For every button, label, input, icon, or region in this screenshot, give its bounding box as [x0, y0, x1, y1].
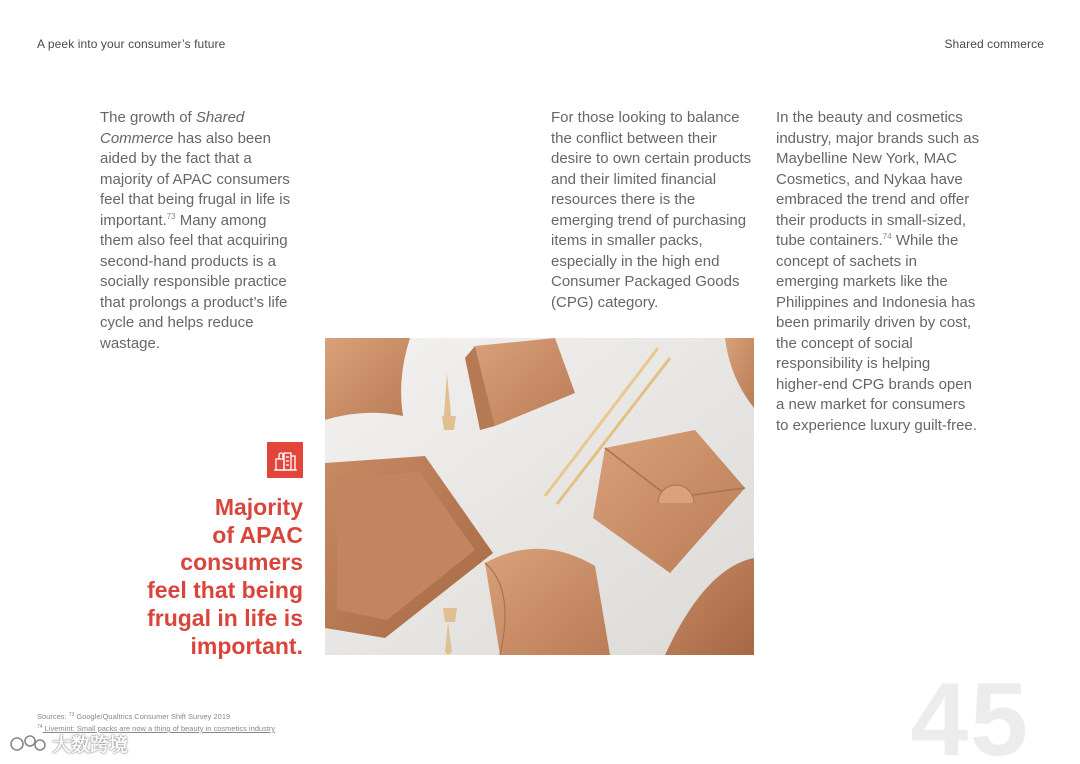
source-ref-74: 74 — [37, 724, 43, 730]
pull-quote-line: important. — [190, 632, 303, 659]
column3-text-start: In the beauty and cosmetics industry, major brands such as Maybelline New York, MAC Cosmetics, and Nykaa have embraced the trend and offer their products in small-sized, tube containers. — [776, 109, 980, 249]
column2-text: For those looking to balance the conflict between their desire to own certain products and their limited financial resources there is the emerging trend of purchasing items in smaller packs, especially in the high end Consumer Packaged Goods (CPG) category. — [551, 109, 752, 311]
watermark-text: 大数跨境 — [52, 735, 129, 756]
column1-text-end: Many among them also feel that acquiring second-hand products is a socially responsible practice that prolongs a product’s life cycle and helps reduce wastage. — [100, 211, 288, 352]
column3-text-end: While the concept of sachets in emerging markets like the Philippines and Indonesia has been primarily driven by cost, the concept of social responsibility is helping higher-end CPG brands open a new market for consumers to experience luxury guilt-free. — [776, 232, 977, 434]
page-number: 45 — [910, 662, 1030, 764]
header-section-label: Shared commerce — [944, 37, 1044, 51]
pull-quote-line: frugal in life is — [147, 604, 303, 631]
body-column-2 — [551, 108, 756, 313]
source-74-link[interactable]: Livemint: Small packs are now a thing of beauty in cosmetics industry — [42, 724, 276, 733]
header-title: A peek into your consumer’s future — [37, 37, 226, 51]
column1-text-start: The growth of — [100, 109, 196, 126]
pull-quote-line: of APAC — [212, 521, 303, 548]
shopping-building-icon — [267, 442, 303, 478]
sources-label: Sources: — [37, 712, 69, 721]
column1-text-mid: has also been aided by the fact that a majority of APAC consumers feel that being frugal in life is important. — [100, 129, 291, 229]
watermark — [8, 730, 128, 757]
kraft-packaging-photo — [325, 338, 754, 655]
body-column-1 — [100, 108, 300, 354]
footnote-ref-74: 74 — [882, 232, 892, 241]
pull-quote — [100, 494, 303, 660]
body-column-3 — [776, 108, 981, 436]
footnote-ref-73: 73 — [166, 211, 176, 221]
pull-quote-line: feel that being — [147, 577, 303, 604]
column1-italic-term: Shared Commerce — [100, 109, 245, 147]
source-ref-73: 73 — [68, 712, 75, 718]
source-line-73 — [37, 710, 275, 722]
source-73-text: Google/Qualtrics Consumer Shift Survey 2019 — [74, 712, 231, 721]
pull-quote-line: Majority — [214, 494, 303, 520]
pull-quote-line: consumers — [180, 549, 303, 576]
watermark-logo-icon — [8, 733, 48, 755]
